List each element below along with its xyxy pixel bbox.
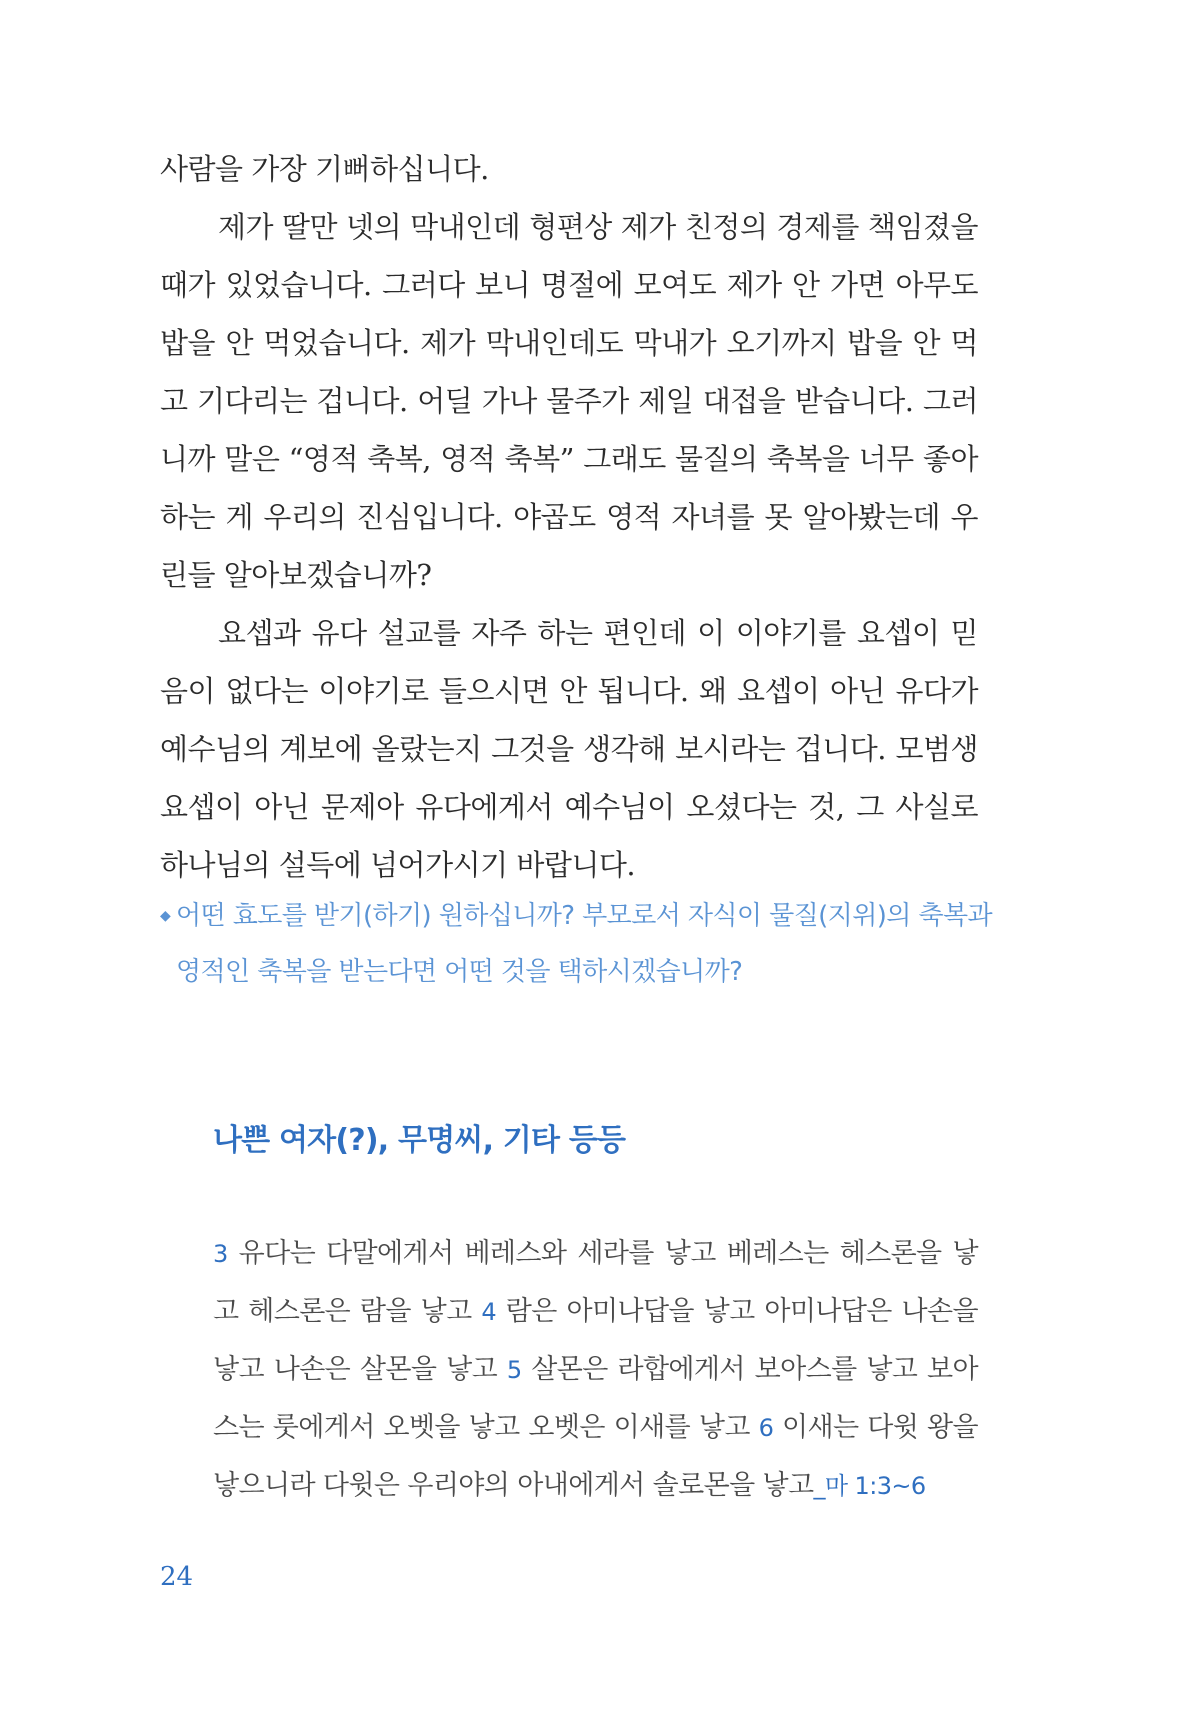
- verse-text: 살몬은 라합에게서 보아스를 낳고 보아스는 룻에게서 오벳을 낳고 오벳은 이새를 낳고: [213, 1354, 979, 1443]
- verse-text: 람은 아미나답을 낳고 아미나답은 나손을 낳고 나손은 살몬을 낳고: [213, 1296, 978, 1385]
- scripture-reference: _마 1:3~6: [813, 1472, 926, 1500]
- verse-text: 이새는 다윗 왕을 낳으니라 다윗은 우리야의 아내에게서 솔로몬을 낳고: [213, 1412, 978, 1501]
- paragraph: 사람을 가장 기뻐하십니다.: [160, 152, 489, 186]
- paragraph: 제가 딸만 넷의 막내인데 형편상 제가 친정의 경제를 책임졌을 때가 있었습니다. 그러다 보니 명절에 모여도 제가 안 가면 아무도 밥을 안 먹었습니다. 제가 막내인데도 막내가 오기까지 밥을 안 먹고 기다리는 겁니다. 어딜 가나 물주가 제일 대접을 받습니다. 그러니까 말은 “영적 축복, 영적 축복” 그래도 물질의 축복을 너무 좋아하는 게 우리의 진심입니다. 야곱도 영적 자녀를 못 알아봤는데 우린들 알아보겠습니까?: [160, 210, 978, 592]
- section-heading: 나쁜 여자(?), 무명씨, 기타 등등: [213, 1123, 626, 1158]
- question-text: 어떤 효도를 받기(하기) 원하십니까? 부모로서 자식이 물질(지위)의 축복과 영적인 축복을 받는다면 어떤 것을 택하시겠습니까?: [176, 901, 992, 987]
- verse-number: 5: [506, 1356, 522, 1384]
- diamond-bullet-icon: ◆: [160, 908, 171, 924]
- scripture-passage: [213, 1225, 978, 1515]
- verse-number: 3: [213, 1240, 228, 1268]
- page-number: 24: [160, 1562, 194, 1592]
- reflection-question: [160, 888, 996, 1000]
- verse-number: 4: [481, 1298, 497, 1326]
- body-text: [160, 140, 978, 894]
- verse-text: 유다는 다말에게서 베레스와 세라를 낳고 베레스는 헤스론을 낳고 헤스론은 람을 낳고: [213, 1238, 978, 1327]
- paragraph: 요셉과 유다 설교를 자주 하는 편인데 이 이야기를 요셉이 믿음이 없다는 이야기로 들으시면 안 됩니다. 왜 요셉이 아닌 유다가 예수님의 계보에 올랐는지 그것을 생각해 보시라는 겁니다. 모범생 요셉이 아닌 문제아 유다에게서 예수님이 오셨다는 것, 그 사실로 하나님의 설득에 넘어가시기 바랍니다.: [160, 616, 978, 882]
- verse-number: 6: [758, 1414, 774, 1442]
